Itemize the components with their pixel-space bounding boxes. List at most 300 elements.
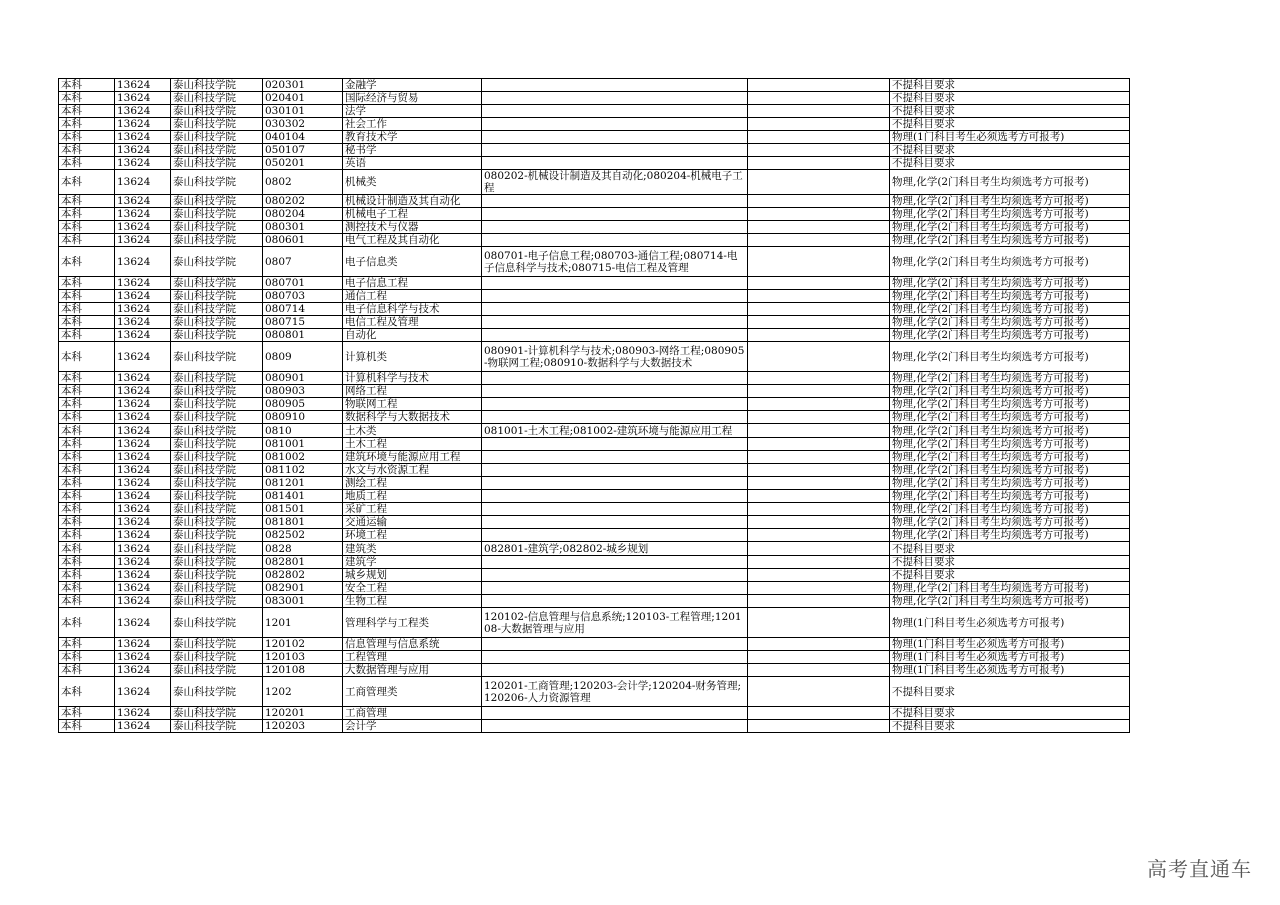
subject-requirement-cell: 物理,化学(2门科目考生均须选考方可报考)	[890, 477, 1130, 490]
major-code-cell: 082801	[263, 556, 343, 569]
blank-cell	[748, 221, 890, 234]
table-row	[59, 105, 1130, 118]
included-majors-cell	[482, 664, 748, 677]
major-code-cell: 0807	[263, 247, 343, 277]
level-cell: 本科	[59, 529, 115, 542]
subject-requirement-cell: 物理,化学(2门科目考生均须选考方可报考)	[890, 438, 1130, 451]
school-name-cell: 泰山科技学院	[171, 247, 263, 277]
school-name-cell: 泰山科技学院	[171, 707, 263, 720]
blank-cell	[748, 170, 890, 195]
subject-requirement-cell: 不提科目要求	[890, 677, 1130, 707]
subject-requirement-cell: 物理,化学(2门科目考生均须选考方可报考)	[890, 316, 1130, 329]
major-code-cell: 0802	[263, 170, 343, 195]
school-code-cell: 13624	[115, 569, 171, 582]
level-cell: 本科	[59, 595, 115, 608]
table-row	[59, 144, 1130, 157]
school-name-cell: 泰山科技学院	[171, 569, 263, 582]
major-name-cell: 法学	[343, 105, 482, 118]
major-name-cell: 建筑类	[343, 542, 482, 556]
included-majors-cell	[482, 477, 748, 490]
school-name-cell: 泰山科技学院	[171, 451, 263, 464]
included-majors-cell	[482, 208, 748, 221]
level-cell: 本科	[59, 208, 115, 221]
included-majors-cell	[482, 451, 748, 464]
blank-cell	[748, 247, 890, 277]
major-name-cell: 采矿工程	[343, 503, 482, 516]
blank-cell	[748, 451, 890, 464]
table-row	[59, 277, 1130, 290]
subject-requirement-cell: 不提科目要求	[890, 144, 1130, 157]
included-majors-cell: 080701-电子信息工程;080703-通信工程;080714-电子信息科学与技术;080715-电信工程及管理	[482, 247, 748, 277]
table-row	[59, 529, 1130, 542]
major-name-cell: 会计学	[343, 720, 482, 733]
school-name-cell: 泰山科技学院	[171, 131, 263, 144]
included-majors-cell	[482, 398, 748, 411]
school-name-cell: 泰山科技学院	[171, 411, 263, 424]
school-code-cell: 13624	[115, 277, 171, 290]
table-row	[59, 208, 1130, 221]
subject-requirement-cell: 不提科目要求	[890, 556, 1130, 569]
major-name-cell: 管理科学与工程类	[343, 608, 482, 638]
subject-requirement-cell: 物理(1门科目考生必须选考方可报考)	[890, 638, 1130, 651]
table-row	[59, 582, 1130, 595]
major-name-cell: 计算机类	[343, 342, 482, 372]
school-name-cell: 泰山科技学院	[171, 221, 263, 234]
blank-cell	[748, 438, 890, 451]
major-code-cell: 080204	[263, 208, 343, 221]
table-row	[59, 303, 1130, 316]
included-majors-cell	[482, 92, 748, 105]
school-code-cell: 13624	[115, 638, 171, 651]
major-name-cell: 建筑环境与能源应用工程	[343, 451, 482, 464]
included-majors-cell	[482, 569, 748, 582]
subject-requirement-cell: 物理,化学(2门科目考生均须选考方可报考)	[890, 398, 1130, 411]
level-cell: 本科	[59, 677, 115, 707]
subject-requirement-cell: 物理,化学(2门科目考生均须选考方可报考)	[890, 490, 1130, 503]
subject-requirement-cell: 物理,化学(2门科目考生均须选考方可报考)	[890, 221, 1130, 234]
major-name-cell: 电子信息工程	[343, 277, 482, 290]
subject-requirement-cell: 物理,化学(2门科目考生均须选考方可报考)	[890, 582, 1130, 595]
blank-cell	[748, 424, 890, 438]
school-name-cell: 泰山科技学院	[171, 582, 263, 595]
blank-cell	[748, 277, 890, 290]
subject-requirement-cell: 物理,化学(2门科目考生均须选考方可报考)	[890, 595, 1130, 608]
major-name-cell: 信息管理与信息系统	[343, 638, 482, 651]
school-name-cell: 泰山科技学院	[171, 157, 263, 170]
included-majors-cell: 120201-工商管理;120203-会计学;120204-财务管理;120206-人力资源管理	[482, 677, 748, 707]
school-code-cell: 13624	[115, 556, 171, 569]
major-code-cell: 040104	[263, 131, 343, 144]
level-cell: 本科	[59, 477, 115, 490]
school-code-cell: 13624	[115, 92, 171, 105]
major-name-cell: 城乡规划	[343, 569, 482, 582]
subject-requirement-cell: 物理,化学(2门科目考生均须选考方可报考)	[890, 385, 1130, 398]
school-code-cell: 13624	[115, 595, 171, 608]
table-row	[59, 372, 1130, 385]
major-name-cell: 社会工作	[343, 118, 482, 131]
major-name-cell: 土木工程	[343, 438, 482, 451]
major-code-cell: 081401	[263, 490, 343, 503]
table-row	[59, 638, 1130, 651]
table-row	[59, 720, 1130, 733]
major-code-cell: 080714	[263, 303, 343, 316]
included-majors-cell	[482, 221, 748, 234]
blank-cell	[748, 411, 890, 424]
blank-cell	[748, 234, 890, 247]
blank-cell	[748, 664, 890, 677]
level-cell: 本科	[59, 157, 115, 170]
table-row	[59, 542, 1130, 556]
major-code-cell: 030101	[263, 105, 343, 118]
major-code-cell: 1201	[263, 608, 343, 638]
major-name-cell: 测控技术与仪器	[343, 221, 482, 234]
blank-cell	[748, 316, 890, 329]
included-majors-cell	[482, 503, 748, 516]
school-name-cell: 泰山科技学院	[171, 144, 263, 157]
level-cell: 本科	[59, 385, 115, 398]
level-cell: 本科	[59, 105, 115, 118]
major-name-cell: 建筑学	[343, 556, 482, 569]
level-cell: 本科	[59, 542, 115, 556]
major-name-cell: 机械类	[343, 170, 482, 195]
school-name-cell: 泰山科技学院	[171, 290, 263, 303]
major-code-cell: 030302	[263, 118, 343, 131]
school-name-cell: 泰山科技学院	[171, 438, 263, 451]
school-code-cell: 13624	[115, 221, 171, 234]
school-name-cell: 泰山科技学院	[171, 542, 263, 556]
table-row	[59, 677, 1130, 707]
level-cell: 本科	[59, 92, 115, 105]
subject-requirement-cell: 物理(1门科目考生必须选考方可报考)	[890, 651, 1130, 664]
level-cell: 本科	[59, 556, 115, 569]
level-cell: 本科	[59, 569, 115, 582]
school-name-cell: 泰山科技学院	[171, 477, 263, 490]
major-name-cell: 生物工程	[343, 595, 482, 608]
table-row	[59, 451, 1130, 464]
major-name-cell: 安全工程	[343, 582, 482, 595]
school-code-cell: 13624	[115, 542, 171, 556]
school-code-cell: 13624	[115, 131, 171, 144]
school-name-cell: 泰山科技学院	[171, 329, 263, 342]
level-cell: 本科	[59, 411, 115, 424]
blank-cell	[748, 342, 890, 372]
table-row	[59, 247, 1130, 277]
table-row	[59, 595, 1130, 608]
major-code-cell: 081201	[263, 477, 343, 490]
subject-requirement-cell: 不提科目要求	[890, 79, 1130, 92]
school-code-cell: 13624	[115, 118, 171, 131]
school-name-cell: 泰山科技学院	[171, 92, 263, 105]
major-code-cell: 083001	[263, 595, 343, 608]
school-name-cell: 泰山科技学院	[171, 490, 263, 503]
school-code-cell: 13624	[115, 247, 171, 277]
school-code-cell: 13624	[115, 398, 171, 411]
included-majors-cell	[482, 195, 748, 208]
included-majors-cell	[482, 720, 748, 733]
blank-cell	[748, 529, 890, 542]
included-majors-cell	[482, 105, 748, 118]
included-majors-cell	[482, 385, 748, 398]
school-code-cell: 13624	[115, 664, 171, 677]
blank-cell	[748, 144, 890, 157]
major-name-cell: 水文与水资源工程	[343, 464, 482, 477]
table-row	[59, 464, 1130, 477]
included-majors-cell	[482, 157, 748, 170]
level-cell: 本科	[59, 490, 115, 503]
included-majors-cell	[482, 118, 748, 131]
school-code-cell: 13624	[115, 316, 171, 329]
major-name-cell: 秘书学	[343, 144, 482, 157]
subject-requirement-cell: 物理(1门科目考生必须选考方可报考)	[890, 608, 1130, 638]
school-code-cell: 13624	[115, 303, 171, 316]
table-row	[59, 569, 1130, 582]
level-cell: 本科	[59, 342, 115, 372]
subject-requirement-cell: 不提科目要求	[890, 720, 1130, 733]
school-name-cell: 泰山科技学院	[171, 277, 263, 290]
subject-requirement-cell: 物理,化学(2门科目考生均须选考方可报考)	[890, 516, 1130, 529]
blank-cell	[748, 385, 890, 398]
blank-cell	[748, 516, 890, 529]
included-majors-cell	[482, 638, 748, 651]
table-row	[59, 92, 1130, 105]
level-cell: 本科	[59, 247, 115, 277]
school-code-cell: 13624	[115, 290, 171, 303]
subject-requirement-cell: 不提科目要求	[890, 707, 1130, 720]
blank-cell	[748, 290, 890, 303]
blank-cell	[748, 92, 890, 105]
table-row	[59, 608, 1130, 638]
included-majors-cell	[482, 411, 748, 424]
table-row	[59, 556, 1130, 569]
included-majors-cell	[482, 595, 748, 608]
included-majors-cell: 080202-机械设计制造及其自动化;080204-机械电子工程	[482, 170, 748, 195]
level-cell: 本科	[59, 464, 115, 477]
major-code-cell: 080701	[263, 277, 343, 290]
major-code-cell: 020401	[263, 92, 343, 105]
table-row	[59, 424, 1130, 438]
blank-cell	[748, 477, 890, 490]
school-code-cell: 13624	[115, 385, 171, 398]
school-code-cell: 13624	[115, 529, 171, 542]
blank-cell	[748, 303, 890, 316]
school-name-cell: 泰山科技学院	[171, 372, 263, 385]
table-row	[59, 170, 1130, 195]
level-cell: 本科	[59, 638, 115, 651]
school-name-cell: 泰山科技学院	[171, 529, 263, 542]
subject-requirement-cell: 不提科目要求	[890, 542, 1130, 556]
level-cell: 本科	[59, 118, 115, 131]
major-code-cell: 020301	[263, 79, 343, 92]
subject-requirement-cell: 物理,化学(2门科目考生均须选考方可报考)	[890, 451, 1130, 464]
subject-requirement-cell: 物理,化学(2门科目考生均须选考方可报考)	[890, 290, 1130, 303]
subject-requirement-cell: 物理,化学(2门科目考生均须选考方可报考)	[890, 411, 1130, 424]
table-row	[59, 664, 1130, 677]
major-name-cell: 机械电子工程	[343, 208, 482, 221]
included-majors-cell	[482, 438, 748, 451]
table-row	[59, 195, 1130, 208]
level-cell: 本科	[59, 303, 115, 316]
school-name-cell: 泰山科技学院	[171, 516, 263, 529]
included-majors-cell	[482, 464, 748, 477]
included-majors-cell	[482, 372, 748, 385]
major-code-cell: 080905	[263, 398, 343, 411]
blank-cell	[748, 490, 890, 503]
school-code-cell: 13624	[115, 144, 171, 157]
included-majors-cell	[482, 131, 748, 144]
blank-cell	[748, 503, 890, 516]
level-cell: 本科	[59, 651, 115, 664]
major-name-cell: 工商管理类	[343, 677, 482, 707]
included-majors-cell	[482, 529, 748, 542]
major-code-cell: 1202	[263, 677, 343, 707]
major-name-cell: 交通运输	[343, 516, 482, 529]
level-cell: 本科	[59, 516, 115, 529]
level-cell: 本科	[59, 451, 115, 464]
major-code-cell: 080202	[263, 195, 343, 208]
table-row	[59, 477, 1130, 490]
blank-cell	[748, 720, 890, 733]
subject-requirement-cell: 物理,化学(2门科目考生均须选考方可报考)	[890, 234, 1130, 247]
major-name-cell: 金融学	[343, 79, 482, 92]
major-name-cell: 电子信息类	[343, 247, 482, 277]
blank-cell	[748, 556, 890, 569]
watermark-text: 高考直通车	[1147, 857, 1252, 881]
major-code-cell: 081002	[263, 451, 343, 464]
school-name-cell: 泰山科技学院	[171, 651, 263, 664]
school-name-cell: 泰山科技学院	[171, 195, 263, 208]
major-name-cell: 土木类	[343, 424, 482, 438]
major-code-cell: 080715	[263, 316, 343, 329]
table-row	[59, 131, 1130, 144]
blank-cell	[748, 398, 890, 411]
major-code-cell: 120201	[263, 707, 343, 720]
level-cell: 本科	[59, 329, 115, 342]
table-row	[59, 79, 1130, 92]
major-code-cell: 120108	[263, 664, 343, 677]
level-cell: 本科	[59, 608, 115, 638]
table-row	[59, 385, 1130, 398]
included-majors-cell: 082801-建筑学;082802-城乡规划	[482, 542, 748, 556]
school-code-cell: 13624	[115, 424, 171, 438]
subject-requirements-table	[58, 78, 1130, 733]
blank-cell	[748, 79, 890, 92]
table-row	[59, 490, 1130, 503]
included-majors-cell: 081001-土木工程;081002-建筑环境与能源应用工程	[482, 424, 748, 438]
school-code-cell: 13624	[115, 490, 171, 503]
school-code-cell: 13624	[115, 677, 171, 707]
subject-requirement-cell: 不提科目要求	[890, 569, 1130, 582]
table-row	[59, 221, 1130, 234]
included-majors-cell	[482, 303, 748, 316]
school-code-cell: 13624	[115, 342, 171, 372]
subject-requirement-cell: 物理,化学(2门科目考生均须选考方可报考)	[890, 277, 1130, 290]
school-name-cell: 泰山科技学院	[171, 170, 263, 195]
blank-cell	[748, 582, 890, 595]
included-majors-cell	[482, 277, 748, 290]
table-row	[59, 411, 1130, 424]
table-row	[59, 316, 1130, 329]
blank-cell	[748, 608, 890, 638]
subject-requirement-cell: 物理,化学(2门科目考生均须选考方可报考)	[890, 208, 1130, 221]
level-cell: 本科	[59, 316, 115, 329]
school-name-cell: 泰山科技学院	[171, 316, 263, 329]
school-name-cell: 泰山科技学院	[171, 342, 263, 372]
included-majors-cell	[482, 290, 748, 303]
blank-cell	[748, 195, 890, 208]
level-cell: 本科	[59, 195, 115, 208]
blank-cell	[748, 329, 890, 342]
table-row	[59, 651, 1130, 664]
included-majors-cell: 080901-计算机科学与技术;080903-网络工程;080905-物联网工程;080910-数据科学与大数据技术	[482, 342, 748, 372]
school-code-cell: 13624	[115, 411, 171, 424]
blank-cell	[748, 638, 890, 651]
major-code-cell: 120203	[263, 720, 343, 733]
major-code-cell: 080903	[263, 385, 343, 398]
school-code-cell: 13624	[115, 195, 171, 208]
subject-requirement-cell: 物理,化学(2门科目考生均须选考方可报考)	[890, 303, 1130, 316]
blank-cell	[748, 131, 890, 144]
major-code-cell: 081001	[263, 438, 343, 451]
subject-requirement-cell: 不提科目要求	[890, 118, 1130, 131]
table-row	[59, 707, 1130, 720]
major-code-cell: 0809	[263, 342, 343, 372]
subject-requirement-cell: 物理(1门科目考生必须选考方可报考)	[890, 131, 1130, 144]
blank-cell	[748, 157, 890, 170]
subject-requirement-cell: 物理,化学(2门科目考生均须选考方可报考)	[890, 195, 1130, 208]
school-code-cell: 13624	[115, 234, 171, 247]
included-majors-cell	[482, 144, 748, 157]
table-row	[59, 398, 1130, 411]
major-name-cell: 电子信息科学与技术	[343, 303, 482, 316]
blank-cell	[748, 707, 890, 720]
table-row	[59, 118, 1130, 131]
school-code-cell: 13624	[115, 438, 171, 451]
included-majors-cell: 120102-信息管理与信息系统;120103-工程管理;120108-大数据管理与应用	[482, 608, 748, 638]
school-code-cell: 13624	[115, 707, 171, 720]
included-majors-cell	[482, 707, 748, 720]
major-code-cell: 0828	[263, 542, 343, 556]
major-name-cell: 工商管理	[343, 707, 482, 720]
blank-cell	[748, 118, 890, 131]
major-name-cell: 地质工程	[343, 490, 482, 503]
major-code-cell: 120103	[263, 651, 343, 664]
subject-requirement-cell: 物理,化学(2门科目考生均须选考方可报考)	[890, 342, 1130, 372]
table-row	[59, 503, 1130, 516]
major-name-cell: 电气工程及其自动化	[343, 234, 482, 247]
major-code-cell: 081102	[263, 464, 343, 477]
level-cell: 本科	[59, 503, 115, 516]
subject-requirement-cell: 物理,化学(2门科目考生均须选考方可报考)	[890, 329, 1130, 342]
included-majors-cell	[482, 234, 748, 247]
school-name-cell: 泰山科技学院	[171, 424, 263, 438]
table-row	[59, 234, 1130, 247]
school-name-cell: 泰山科技学院	[171, 503, 263, 516]
level-cell: 本科	[59, 234, 115, 247]
school-code-cell: 13624	[115, 372, 171, 385]
level-cell: 本科	[59, 290, 115, 303]
level-cell: 本科	[59, 664, 115, 677]
major-name-cell: 工程管理	[343, 651, 482, 664]
subject-requirement-cell: 物理,化学(2门科目考生均须选考方可报考)	[890, 247, 1130, 277]
school-name-cell: 泰山科技学院	[171, 464, 263, 477]
included-majors-cell	[482, 516, 748, 529]
table-row	[59, 342, 1130, 372]
major-name-cell: 机械设计制造及其自动化	[343, 195, 482, 208]
school-code-cell: 13624	[115, 477, 171, 490]
blank-cell	[748, 208, 890, 221]
school-code-cell: 13624	[115, 720, 171, 733]
blank-cell	[748, 105, 890, 118]
